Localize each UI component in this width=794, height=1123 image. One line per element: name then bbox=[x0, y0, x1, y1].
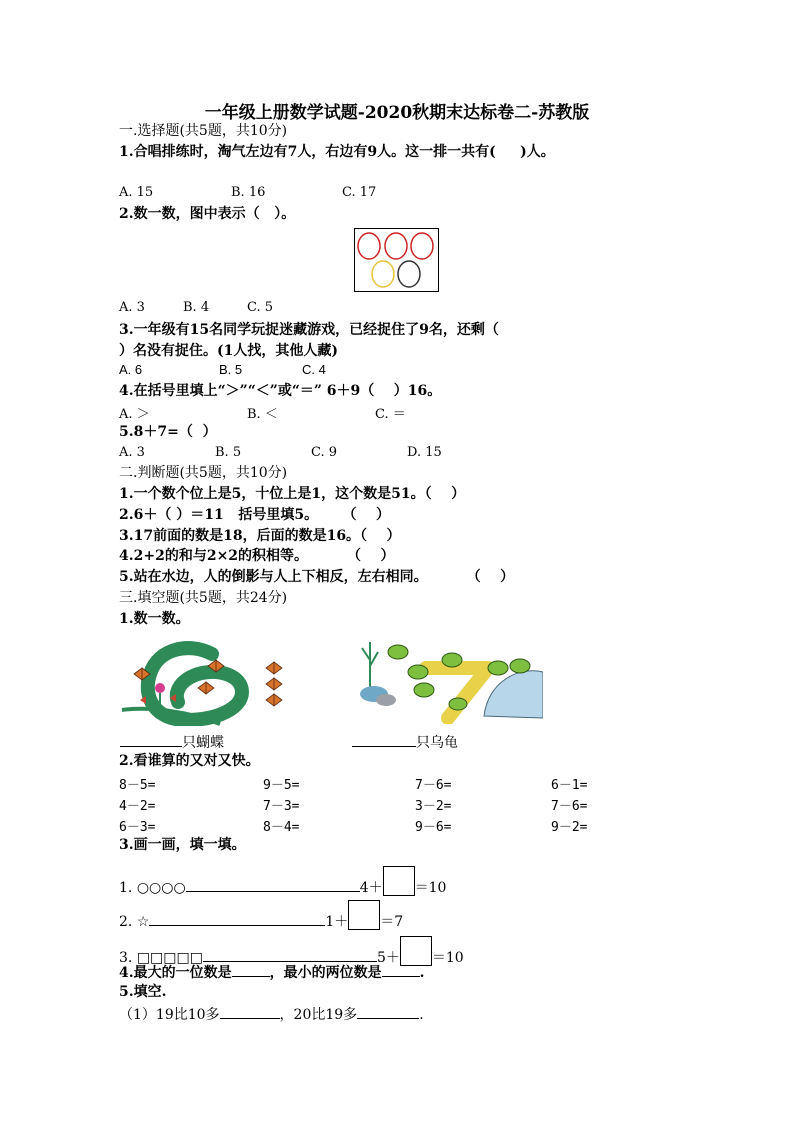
section-heading-fill: 三.填空题(共5题，共24分) bbox=[119, 590, 288, 606]
answer-blank[interactable] bbox=[357, 1005, 419, 1019]
option-b: B. 5 bbox=[215, 445, 242, 460]
answer-box[interactable] bbox=[348, 900, 380, 930]
calc-item: 8－4= bbox=[263, 820, 300, 835]
calc-item: 9－6= bbox=[415, 820, 452, 835]
question-3-3: 3.画一画，填一填。 bbox=[119, 837, 246, 853]
option-c: C. 5 bbox=[247, 300, 274, 315]
calc-item: 7－3= bbox=[263, 799, 300, 814]
draw-fill-row-1: 1. ○○○○ 4＋ ＝10 bbox=[119, 866, 446, 897]
question-3-5: 5.填空. bbox=[119, 984, 167, 1000]
answer-box[interactable] bbox=[383, 866, 415, 896]
answer-blank[interactable] bbox=[232, 963, 270, 977]
option-b: B. 16 bbox=[231, 185, 266, 200]
option-a: A. 3 bbox=[119, 300, 145, 315]
option-b: B. 4 bbox=[183, 300, 210, 315]
question-1-3-line1: 3.一年级有15名同学玩捉迷藏游戏，已经捉住了9名，还剩（ bbox=[119, 322, 499, 338]
answer-blank[interactable] bbox=[382, 963, 420, 977]
option-c: C. 9 bbox=[311, 445, 338, 460]
calc-item: 4－2= bbox=[119, 799, 156, 814]
judge-item-5: 5.站在水边，人的倒影与人上下相反，左右相同。 （ ） bbox=[119, 569, 515, 585]
option-c: C. 4 bbox=[302, 362, 326, 377]
option-b: B. ＜ bbox=[247, 407, 278, 422]
option-a: A. 3 bbox=[119, 445, 145, 460]
draw-line[interactable] bbox=[186, 878, 360, 892]
turtle-count-answer: 只乌龟 bbox=[352, 732, 458, 752]
question-1-4: 4.在括号里填上“＞”“＜”或“＝” 6＋9（ ）16。 bbox=[119, 383, 442, 399]
option-c: C. 17 bbox=[342, 185, 377, 200]
calc-item: 7－6= bbox=[551, 799, 588, 814]
option-a: A. 15 bbox=[119, 185, 154, 200]
calc-item: 8－5= bbox=[119, 778, 156, 793]
answer-blank[interactable] bbox=[120, 733, 182, 747]
draw-line[interactable] bbox=[203, 948, 377, 962]
option-b: B. 5 bbox=[219, 362, 243, 377]
question-3-4: 4.最大的一位数是 ，最小的两位数是 . bbox=[119, 965, 425, 981]
question-3-5-part-1: （1）19比10多 ，20比19多 . bbox=[119, 1007, 424, 1023]
calc-item: 9－5= bbox=[263, 778, 300, 793]
calc-item: 7－6= bbox=[415, 778, 452, 793]
section-heading-choice: 一.选择题(共5题，共10分) bbox=[119, 123, 288, 139]
option-d: D. 15 bbox=[407, 445, 442, 460]
calc-item: 6－1= bbox=[551, 778, 588, 793]
answer-blank[interactable] bbox=[352, 733, 416, 747]
judge-item-4: 4.2+2的和与2×2的积相等。 （ ） bbox=[119, 548, 395, 564]
judge-item-3: 3.17前面的数是18，后面的数是16。（ ） bbox=[119, 528, 401, 544]
page-title: 一年级上册数学试题-2020秋期末达标卷二-苏教版 bbox=[204, 103, 590, 123]
calc-item: 3－2= bbox=[415, 799, 452, 814]
butterfly-six-illustration bbox=[120, 640, 295, 726]
draw-line[interactable] bbox=[149, 912, 325, 926]
question-1-3-line2: ）名没有捉住。(1人找，其他人藏) bbox=[119, 343, 338, 359]
answer-blank[interactable] bbox=[220, 1005, 280, 1019]
judge-item-1: 1.一个数个位上是5，十位上是1，这个数是51。（ ） bbox=[119, 486, 466, 502]
star-icon: ☆ bbox=[136, 914, 150, 930]
turtle-seven-illustration bbox=[348, 638, 543, 724]
calc-item: 9－2= bbox=[551, 820, 588, 835]
judge-item-2: 2.6＋（ ）＝11 括号里填5。 （ ） bbox=[119, 507, 390, 523]
section-heading-judge: 二.判断题(共5题，共10分) bbox=[119, 465, 288, 481]
question-3-2: 2.看谁算的又对又快。 bbox=[119, 753, 260, 769]
draw-fill-row-3: 3. □□□□□ 5＋ ＝10 bbox=[119, 936, 464, 967]
shapes-squares: □□□□□ bbox=[136, 950, 203, 966]
flower-icon bbox=[155, 683, 165, 693]
question-3-1: 1.数一数。 bbox=[119, 611, 190, 627]
option-a: A. ＞ bbox=[119, 407, 150, 422]
option-a: A. 6 bbox=[119, 362, 143, 377]
butterfly-count-answer: 只蝴蝶 bbox=[120, 732, 224, 752]
draw-fill-row-2: 2. ☆ 1＋ ＝7 bbox=[119, 900, 403, 931]
rings-figure bbox=[354, 228, 439, 292]
calc-item: 6－3= bbox=[119, 820, 156, 835]
shapes-circles: ○○○○ bbox=[136, 880, 186, 896]
option-c: C. ＝ bbox=[375, 407, 406, 422]
question-1-5: 5.8＋7=（ ） bbox=[119, 424, 217, 440]
question-1-2: 2.数一数，图中表示（ ）。 bbox=[119, 206, 296, 222]
question-1-1: 1.合唱排练时，淘气左边有7人，右边有9人。这一排一共有( )人。 bbox=[119, 144, 555, 160]
